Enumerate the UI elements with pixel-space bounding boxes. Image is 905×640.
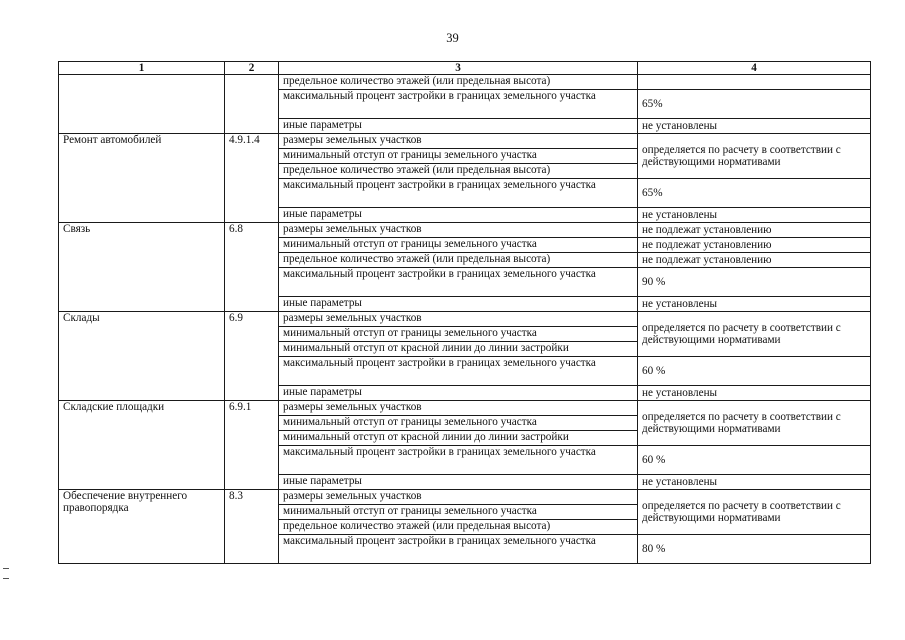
value-cell: не подлежат установлению <box>638 223 871 238</box>
parameter-cell: минимальный отступ от границы земельного участка <box>279 327 638 342</box>
value-cell: 60 % <box>638 446 871 475</box>
use-name-cell: Склады <box>59 312 225 401</box>
value-cell: 80 % <box>638 535 871 564</box>
column-header-4: 4 <box>638 62 871 75</box>
table-row <box>59 490 871 505</box>
regulations-table <box>58 61 871 564</box>
parameter-cell: минимальный отступ от границы земельного участка <box>279 416 638 431</box>
value-cell: 90 % <box>638 268 871 297</box>
table-row <box>59 223 871 238</box>
parameter-cell: минимальный отступ от границы земельного участка <box>279 238 638 253</box>
parameter-cell: размеры земельных участков <box>279 312 638 327</box>
column-header-1: 1 <box>59 62 225 75</box>
use-code-cell: 6.8 <box>225 223 279 312</box>
value-cell: не установлены <box>638 297 871 312</box>
value-cell: 65% <box>638 179 871 208</box>
column-header-3: 3 <box>279 62 638 75</box>
value-cell: не установлены <box>638 208 871 223</box>
value-cell: не установлены <box>638 475 871 490</box>
table-row <box>59 312 871 327</box>
margin-mark <box>3 568 9 569</box>
margin-mark <box>3 578 9 579</box>
parameter-cell: минимальный отступ от границы земельного участка <box>279 149 638 164</box>
parameter-cell: максимальный процент застройки в границах земельного участка <box>279 446 638 475</box>
parameter-cell: иные параметры <box>279 208 638 223</box>
value-cell: 60 % <box>638 357 871 386</box>
use-name-cell: Связь <box>59 223 225 312</box>
parameter-cell: размеры земельных участков <box>279 223 638 238</box>
value-cell: определяется по расчету в соответствии с действующими нормативами <box>638 134 871 179</box>
value-cell: не подлежат установлению <box>638 238 871 253</box>
use-name-cell <box>59 75 225 134</box>
table-row <box>59 401 871 416</box>
parameter-cell: максимальный процент застройки в границах земельного участка <box>279 357 638 386</box>
parameter-cell: максимальный процент застройки в границах земельного участка <box>279 268 638 297</box>
use-name-cell: Ремонт автомобилей <box>59 134 225 223</box>
parameter-cell: предельное количество этажей (или предельная высота) <box>279 253 638 268</box>
use-code-cell: 6.9.1 <box>225 401 279 490</box>
value-cell: определяется по расчету в соответствии с действующими нормативами <box>638 490 871 535</box>
use-name-cell: Обеспечение внутреннего правопорядка <box>59 490 225 564</box>
value-cell: не подлежат установлению <box>638 253 871 268</box>
value-cell: 65% <box>638 90 871 119</box>
parameter-cell: минимальный отступ от красной линии до линии застройки <box>279 431 638 446</box>
parameter-cell: размеры земельных участков <box>279 134 638 149</box>
parameter-cell: предельное количество этажей (или предельная высота) <box>279 520 638 535</box>
parameter-cell: максимальный процент застройки в границах земельного участка <box>279 90 638 119</box>
table-header-row <box>59 62 871 75</box>
table-row <box>59 75 871 90</box>
parameter-cell: иные параметры <box>279 119 638 134</box>
parameter-cell: предельное количество этажей (или предельная высота) <box>279 164 638 179</box>
parameter-cell: иные параметры <box>279 386 638 401</box>
value-cell: определяется по расчету в соответствии с действующими нормативами <box>638 312 871 357</box>
parameter-cell: максимальный процент застройки в границах земельного участка <box>279 535 638 564</box>
table-row <box>59 134 871 149</box>
parameter-cell: минимальный отступ от красной линии до линии застройки <box>279 342 638 357</box>
value-cell: не установлены <box>638 386 871 401</box>
column-header-2: 2 <box>225 62 279 75</box>
use-code-cell: 6.9 <box>225 312 279 401</box>
use-code-cell: 8.3 <box>225 490 279 564</box>
use-name-cell: Складские площадки <box>59 401 225 490</box>
parameter-cell: размеры земельных участков <box>279 401 638 416</box>
parameter-cell: минимальный отступ от границы земельного участка <box>279 505 638 520</box>
value-cell: не установлены <box>638 119 871 134</box>
parameter-cell: максимальный процент застройки в границах земельного участка <box>279 179 638 208</box>
parameter-cell: размеры земельных участков <box>279 490 638 505</box>
parameter-cell: иные параметры <box>279 297 638 312</box>
value-cell: определяется по расчету в соответствии с действующими нормативами <box>638 401 871 446</box>
parameter-cell: иные параметры <box>279 475 638 490</box>
value-cell <box>638 75 871 90</box>
use-code-cell <box>225 75 279 134</box>
use-code-cell: 4.9.1.4 <box>225 134 279 223</box>
table-body <box>59 75 871 564</box>
page-number: 39 <box>446 31 459 45</box>
parameter-cell: предельное количество этажей (или предельная высота) <box>279 75 638 90</box>
